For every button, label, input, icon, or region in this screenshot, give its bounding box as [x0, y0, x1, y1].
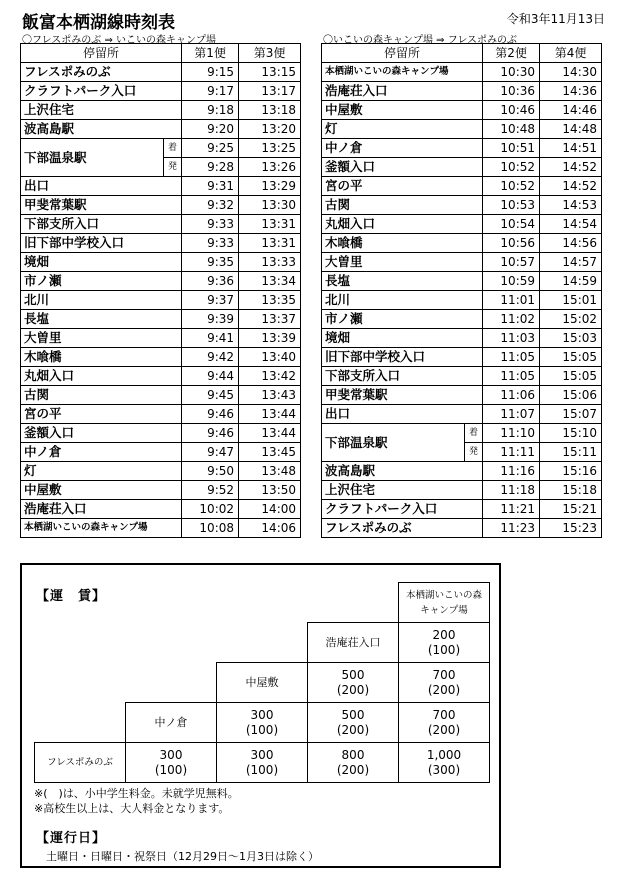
column-header-run-a: 第2便 — [483, 44, 540, 63]
stop-name: フレスポみのぶ — [322, 519, 483, 538]
stop-name: 下部温泉駅 — [322, 424, 465, 462]
departure-time: 11:07 — [483, 405, 540, 424]
departure-time: 9:25 — [182, 139, 239, 158]
stop-name: 灯 — [21, 462, 182, 481]
table-row — [21, 177, 301, 196]
table-row — [322, 101, 602, 120]
arrival-marker: 着 — [164, 139, 182, 158]
departure-time: 13:39 — [239, 329, 301, 348]
departure-time: 10:52 — [483, 158, 540, 177]
fare-cell: 300 (100) — [217, 743, 308, 783]
departure-time: 10:48 — [483, 120, 540, 139]
header-row — [322, 44, 602, 63]
fare-cell: 700 (200) — [399, 663, 490, 703]
stop-name: 波高島駅 — [21, 120, 182, 139]
table-row — [322, 234, 602, 253]
stop-name: 古関 — [322, 196, 483, 215]
departure-time: 15:07 — [540, 405, 602, 424]
stop-name: 本栖湖いこいの森キャンプ場 — [322, 63, 483, 82]
fare-cell: 500 (200) — [308, 703, 399, 743]
column-header-run-b: 第3便 — [239, 44, 301, 63]
departure-time: 15:05 — [540, 348, 602, 367]
table-row — [21, 367, 301, 386]
table-row — [21, 234, 301, 253]
departure-time: 9:33 — [182, 215, 239, 234]
departure-time: 11:05 — [483, 367, 540, 386]
table-row — [21, 386, 301, 405]
departure-time: 14:06 — [239, 519, 301, 538]
departure-time: 15:01 — [540, 291, 602, 310]
departure-time: 14:46 — [540, 101, 602, 120]
table-row — [322, 481, 602, 500]
stop-name: 長塩 — [322, 272, 483, 291]
departure-time: 9:41 — [182, 329, 239, 348]
departure-time: 13:42 — [239, 367, 301, 386]
table-row — [322, 82, 602, 101]
stop-name: 木喰橋 — [21, 348, 182, 367]
fare-label-nakanokura: 中ノ倉 — [126, 703, 217, 743]
departure-time: 11:23 — [483, 519, 540, 538]
departure-time: 9:28 — [182, 158, 239, 177]
departure-time: 10:56 — [483, 234, 540, 253]
departure-time: 11:06 — [483, 386, 540, 405]
departure-time: 10:53 — [483, 196, 540, 215]
departure-time: 13:40 — [239, 348, 301, 367]
departure-time: 11:02 — [483, 310, 540, 329]
right-route-label: 〇いこいの森キャンプ場 ⇒ フレスポみのぶ — [323, 35, 518, 46]
departure-time: 13:30 — [239, 196, 301, 215]
departure-time: 9:37 — [182, 291, 239, 310]
stop-name: 大曽里 — [21, 329, 182, 348]
stop-name: 下部温泉駅 — [21, 139, 164, 177]
departure-time: 15:21 — [540, 500, 602, 519]
departure-marker: 発 — [465, 443, 483, 462]
departure-time: 14:30 — [540, 63, 602, 82]
departure-time: 10:46 — [483, 101, 540, 120]
departure-time: 9:52 — [182, 481, 239, 500]
stop-name: 甲斐常葉駅 — [322, 386, 483, 405]
stop-name: 宮の平 — [21, 405, 182, 424]
departure-time: 13:31 — [239, 234, 301, 253]
departure-time: 9:35 — [182, 253, 239, 272]
stop-name: 上沢住宅 — [21, 101, 182, 120]
stop-name: 丸畑入口 — [21, 367, 182, 386]
departure-time: 11:11 — [483, 443, 540, 462]
table-row — [322, 310, 602, 329]
departure-time: 15:05 — [540, 367, 602, 386]
stop-name: 波高島駅 — [322, 462, 483, 481]
departure-time: 10:36 — [483, 82, 540, 101]
departure-time: 11:16 — [483, 462, 540, 481]
departure-time: 15:03 — [540, 329, 602, 348]
departure-time: 11:01 — [483, 291, 540, 310]
stop-name: クラフトパーク入口 — [322, 500, 483, 519]
departure-time: 13:44 — [239, 405, 301, 424]
fare-cell: 1,000 (300) — [399, 743, 490, 783]
stop-name: 浩庵荘入口 — [322, 82, 483, 101]
stop-name: 中ノ倉 — [322, 139, 483, 158]
departure-time: 14:48 — [540, 120, 602, 139]
departure-time: 15:02 — [540, 310, 602, 329]
table-row — [21, 348, 301, 367]
column-header-run-b: 第4便 — [540, 44, 602, 63]
departure-time: 9:15 — [182, 63, 239, 82]
table-row — [21, 63, 301, 82]
departure-time: 9:33 — [182, 234, 239, 253]
table-row — [322, 500, 602, 519]
fare-cell: 500 (200) — [308, 663, 399, 703]
fare-section — [20, 563, 501, 868]
table-row — [322, 291, 602, 310]
departure-time: 14:57 — [540, 253, 602, 272]
stop-name: 境畑 — [322, 329, 483, 348]
departure-time: 13:37 — [239, 310, 301, 329]
departure-time: 13:31 — [239, 215, 301, 234]
column-header-stop: 停留所 — [21, 44, 182, 63]
departure-time: 9:39 — [182, 310, 239, 329]
stop-name: 宮の平 — [322, 177, 483, 196]
stop-name: 下部支所入口 — [21, 215, 182, 234]
departure-time: 10:08 — [182, 519, 239, 538]
departure-time: 13:35 — [239, 291, 301, 310]
departure-time: 9:50 — [182, 462, 239, 481]
departure-time: 14:00 — [239, 500, 301, 519]
departure-time: 13:25 — [239, 139, 301, 158]
table-row — [21, 120, 301, 139]
timetable-outbound — [20, 43, 301, 538]
departure-time: 9:42 — [182, 348, 239, 367]
fare-note-adults: ※高校生以上は、大人料金となります。 — [34, 802, 230, 815]
operation-days: 土曜日・日曜日・祝祭日（12月29日～1月3日は除く） — [46, 850, 319, 863]
departure-time: 10:57 — [483, 253, 540, 272]
operation-heading: 【運行日】 — [36, 831, 107, 846]
header-row — [21, 44, 301, 63]
stop-name: 北川 — [21, 291, 182, 310]
departure-time: 14:56 — [540, 234, 602, 253]
table-row — [21, 82, 301, 101]
stop-name: 甲斐常葉駅 — [21, 196, 182, 215]
departure-time: 10:02 — [182, 500, 239, 519]
departure-time: 14:59 — [540, 272, 602, 291]
stop-name: フレスポみのぶ — [21, 63, 182, 82]
table-row — [21, 481, 301, 500]
departure-time: 9:46 — [182, 424, 239, 443]
stop-name: 市ノ瀬 — [322, 310, 483, 329]
stop-name: 本栖湖いこいの森キャンプ場 — [21, 519, 182, 538]
stop-name: 長塩 — [21, 310, 182, 329]
departure-time: 9:17 — [182, 82, 239, 101]
stop-name: クラフトパーク入口 — [21, 82, 182, 101]
fare-note-children: ※( )は、小中学生料金。未就学児無料。 — [34, 787, 239, 800]
departure-time: 15:16 — [540, 462, 602, 481]
table-row — [322, 329, 602, 348]
table-row — [21, 215, 301, 234]
departure-time: 11:21 — [483, 500, 540, 519]
left-route-label: 〇フレスポみのぶ ⇒ いこいの森キャンプ場 — [22, 35, 217, 46]
departure-time: 10:52 — [483, 177, 540, 196]
stop-name: 木喰橋 — [322, 234, 483, 253]
stop-name: 大曽里 — [322, 253, 483, 272]
departure-time: 10:59 — [483, 272, 540, 291]
departure-time: 13:50 — [239, 481, 301, 500]
fare-label-nakayashiki: 中屋敷 — [217, 663, 308, 703]
departure-time: 11:03 — [483, 329, 540, 348]
departure-time: 9:36 — [182, 272, 239, 291]
departure-time: 15:10 — [540, 424, 602, 443]
table-row — [322, 177, 602, 196]
departure-time: 15:18 — [540, 481, 602, 500]
departure-time: 13:48 — [239, 462, 301, 481]
departure-time: 10:54 — [483, 215, 540, 234]
departure-time: 13:18 — [239, 101, 301, 120]
table-row — [21, 500, 301, 519]
stop-name: 市ノ瀬 — [21, 272, 182, 291]
departure-time: 11:18 — [483, 481, 540, 500]
table-row — [322, 139, 602, 158]
stop-name: 北川 — [322, 291, 483, 310]
table-row — [21, 139, 301, 158]
table-row — [21, 310, 301, 329]
column-header-run-a: 第1便 — [182, 44, 239, 63]
issue-date: 令和3年11月13日 — [506, 12, 605, 26]
fare-table — [34, 582, 490, 783]
table-row — [21, 101, 301, 120]
departure-time: 9:44 — [182, 367, 239, 386]
departure-time: 15:23 — [540, 519, 602, 538]
departure-time: 13:45 — [239, 443, 301, 462]
departure-time: 10:51 — [483, 139, 540, 158]
fare-cell: 200 (100) — [399, 623, 490, 663]
page-title: 飯富本栖湖線時刻表 — [22, 13, 175, 33]
table-row — [322, 386, 602, 405]
departure-time: 9:31 — [182, 177, 239, 196]
departure-time: 13:34 — [239, 272, 301, 291]
table-row — [21, 329, 301, 348]
departure-time: 13:44 — [239, 424, 301, 443]
departure-time: 9:20 — [182, 120, 239, 139]
table-row — [322, 253, 602, 272]
departure-time: 10:30 — [483, 63, 540, 82]
table-row — [322, 424, 602, 443]
fare-label-camp: 本栖湖いこいの森 キャンプ場 — [399, 583, 490, 623]
stop-name: 旧下部中学校入口 — [21, 234, 182, 253]
departure-time: 9:47 — [182, 443, 239, 462]
stop-name: 釜額入口 — [21, 424, 182, 443]
fare-cell: 300 (100) — [217, 703, 308, 743]
departure-time: 15:11 — [540, 443, 602, 462]
departure-time: 9:45 — [182, 386, 239, 405]
table-row — [21, 196, 301, 215]
fare-label-fresp: フレスポみのぶ — [35, 743, 126, 783]
fare-cell: 800 (200) — [308, 743, 399, 783]
fare-cell: 700 (200) — [399, 703, 490, 743]
stop-name: 古関 — [21, 386, 182, 405]
arrival-marker: 着 — [465, 424, 483, 443]
timetable-return — [321, 43, 602, 538]
table-row — [322, 63, 602, 82]
table-row — [21, 424, 301, 443]
table-row — [21, 272, 301, 291]
table-row — [322, 196, 602, 215]
departure-time: 13:43 — [239, 386, 301, 405]
departure-time: 11:10 — [483, 424, 540, 443]
table-row — [21, 462, 301, 481]
stop-name: 旧下部中学校入口 — [322, 348, 483, 367]
table-row — [322, 348, 602, 367]
table-row — [322, 462, 602, 481]
table-row — [322, 405, 602, 424]
table-row — [21, 291, 301, 310]
departure-time: 9:18 — [182, 101, 239, 120]
stop-name: 浩庵荘入口 — [21, 500, 182, 519]
departure-time: 13:26 — [239, 158, 301, 177]
departure-time: 13:33 — [239, 253, 301, 272]
departure-time: 14:36 — [540, 82, 602, 101]
departure-time: 14:53 — [540, 196, 602, 215]
stop-name: 釜額入口 — [322, 158, 483, 177]
departure-time: 13:15 — [239, 63, 301, 82]
table-row — [322, 272, 602, 291]
departure-time: 13:29 — [239, 177, 301, 196]
fare-cell: 300 (100) — [126, 743, 217, 783]
departure-time: 9:32 — [182, 196, 239, 215]
stop-name: 中ノ倉 — [21, 443, 182, 462]
stop-name: 下部支所入口 — [322, 367, 483, 386]
table-row — [21, 519, 301, 538]
stop-name: 出口 — [21, 177, 182, 196]
stop-name: 出口 — [322, 405, 483, 424]
fare-heading: 【運 賃】 — [36, 589, 107, 604]
table-row — [322, 215, 602, 234]
stop-name: 灯 — [322, 120, 483, 139]
table-row — [21, 253, 301, 272]
table-row — [21, 443, 301, 462]
stop-name: 境畑 — [21, 253, 182, 272]
departure-time: 13:17 — [239, 82, 301, 101]
departure-time: 14:54 — [540, 215, 602, 234]
departure-marker: 発 — [164, 158, 182, 177]
departure-time: 11:05 — [483, 348, 540, 367]
departure-time: 13:20 — [239, 120, 301, 139]
departure-time: 14:51 — [540, 139, 602, 158]
departure-time: 14:52 — [540, 177, 602, 196]
stop-name: 中屋敷 — [21, 481, 182, 500]
table-row — [322, 519, 602, 538]
departure-time: 9:46 — [182, 405, 239, 424]
departure-time: 15:06 — [540, 386, 602, 405]
table-row — [21, 405, 301, 424]
stop-name: 丸畑入口 — [322, 215, 483, 234]
departure-time: 14:52 — [540, 158, 602, 177]
table-row — [322, 158, 602, 177]
table-row — [322, 120, 602, 139]
fare-label-koan: 浩庵荘入口 — [308, 623, 399, 663]
table-row — [322, 367, 602, 386]
stop-name: 上沢住宅 — [322, 481, 483, 500]
column-header-stop: 停留所 — [322, 44, 483, 63]
stop-name: 中屋敷 — [322, 101, 483, 120]
